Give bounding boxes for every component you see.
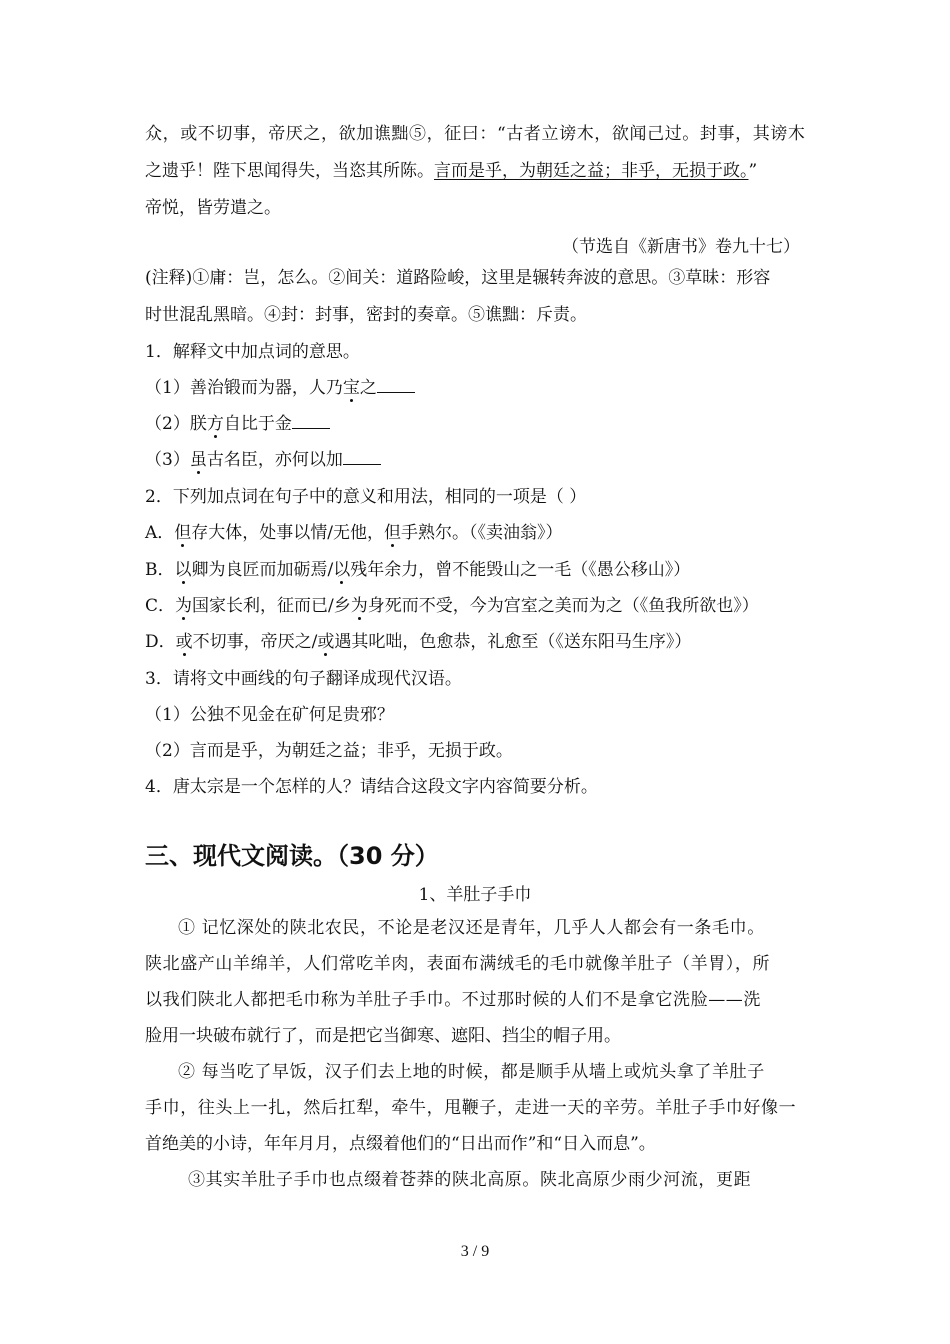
item-text: 古名臣，亦何以加 xyxy=(206,450,343,470)
question-1: 1．解释文中加点词的意思。 xyxy=(145,342,360,362)
option-d xyxy=(145,630,691,654)
question-1-item-1 xyxy=(145,376,415,400)
question-1-item-2 xyxy=(145,412,330,436)
option-a xyxy=(145,521,563,545)
dotted-word: 宝 xyxy=(342,378,360,398)
dotted-word: 以 xyxy=(333,560,351,580)
option-text: 手熟尔。（《卖油翁》） xyxy=(401,523,563,543)
question-1-item-3 xyxy=(145,448,381,472)
dotted-word: 虽 xyxy=(189,450,207,470)
option-b xyxy=(145,558,690,582)
dotted-word: 方 xyxy=(206,414,224,434)
option-text: 卿为良匠而加砺焉/ xyxy=(191,560,334,580)
option-c xyxy=(145,594,759,618)
paragraph-line: ③其实羊肚子手巾也点缀着苍莽的陕北高原。陕北高原少雨少河流，更距 xyxy=(188,1170,752,1190)
paragraph-line: ① 记忆深处的陕北农民，不论是老汉还是青年，几乎人人都会有一条毛巾。 xyxy=(178,918,765,938)
item-text: （3） xyxy=(145,450,190,470)
paragraph-line: 陕北盛产山羊绵羊，人们常吃羊肉，表面布满绒毛的毛巾就像羊肚子（羊胃），所 xyxy=(145,954,771,974)
dotted-word: 但 xyxy=(174,523,192,543)
annotation-line: (注释)①庸：岂，怎么。②间关：道路险峻，这里是辗转奔波的意思。③草昧：形容 xyxy=(145,268,771,288)
dotted-word: 为 xyxy=(350,596,368,616)
option-text: 国家长利，征而已/乡 xyxy=(192,596,351,616)
option-text: 遇其叱咄，色愈恭，礼愈至（《送东阳马生序》） xyxy=(334,632,692,652)
option-letter: A． xyxy=(145,523,175,543)
item-text: 之 xyxy=(359,378,377,398)
question-3: 3．请将文中画线的句子翻译成现代汉语。 xyxy=(145,669,462,689)
page-number: 3 / 9 xyxy=(460,1243,490,1260)
dotted-word: 或 xyxy=(317,632,335,652)
answer-blank[interactable] xyxy=(343,449,381,465)
answer-blank[interactable] xyxy=(292,413,330,429)
source-citation: （节选自《新唐书》卷九十七） xyxy=(562,237,800,257)
paragraph-line: 脸用一块破布就行了，而是把它当御寒、遮阳、挡尘的帽子用。 xyxy=(145,1026,621,1046)
underlined-sentence: 言而是乎，为朝廷之益；非乎，无损于政。 xyxy=(434,161,749,181)
option-letter: C． xyxy=(145,596,176,616)
option-text: 身死而不受，今为宫室之美而为之（《鱼我所欲也》） xyxy=(367,596,759,616)
question-4: 4．唐太宗是一个怎样的人？请结合这段文字内容简要分析。 xyxy=(145,777,598,797)
option-letter: B． xyxy=(145,560,175,580)
item-text: （2）朕 xyxy=(145,414,207,434)
section-heading: 三、现代文阅读。（30 分） xyxy=(145,842,439,870)
dotted-word: 为 xyxy=(175,596,193,616)
passage-line xyxy=(145,159,757,183)
paragraph-line: 以我们陕北人都把毛巾称为羊肚子手巾。不过那时候的人们不是拿它洗脸——洗 xyxy=(145,990,761,1010)
paragraph-line: 手巾，往头上一扎，然后扛犁，牵牛，甩鞭子，走进一天的辛劳。羊肚子手巾好像一 xyxy=(145,1098,797,1118)
dotted-word: 或 xyxy=(175,632,193,652)
question-3-item-1: （1）公独不见金在矿何足贵邪？ xyxy=(145,705,394,725)
article-title: 1、羊肚子手巾 xyxy=(418,885,532,905)
item-text: （1）善治锻而为器，人乃 xyxy=(145,378,343,398)
answer-blank[interactable] xyxy=(377,377,415,393)
question-2: 2．下列加点词在句子中的意义和用法，相同的一项是（ ） xyxy=(145,487,587,507)
passage-line: 帝悦，皆劳遣之。 xyxy=(145,198,281,218)
item-text: 自比于金 xyxy=(223,414,292,434)
paragraph-line: 首绝美的小诗，年年月月，点缀着他们的“日出而作”和“日入而息”。 xyxy=(145,1134,656,1154)
passage-text: ” xyxy=(748,161,758,181)
question-3-item-2: （2）言而是乎，为朝廷之益；非乎，无损于政。 xyxy=(145,741,513,761)
option-text: 不切事，帝厌之/ xyxy=(192,632,318,652)
option-text: 存大体，处事以情/无他， xyxy=(191,523,385,543)
dotted-word: 但 xyxy=(384,523,402,543)
option-text: 残年余力，曾不能毁山之一毛（《愚公移山》） xyxy=(350,560,691,580)
passage-line: 众，或不切事，帝厌之，欲加谯黜⑤，征曰：“古者立谤木，欲闻己过。封事，其谤木 xyxy=(145,124,806,144)
passage-text: 之遗乎！陛下思闻得失，当恣其所陈。 xyxy=(145,161,434,181)
option-letter: D． xyxy=(145,632,176,652)
dotted-word: 以 xyxy=(174,560,192,580)
paragraph-line: ② 每当吃了早饭，汉子们去上地的时候，都是顺手从墙上或炕头拿了羊肚子 xyxy=(178,1062,765,1082)
annotation-line: 时世混乱黑暗。④封：封事，密封的奏章。⑤谯黜：斥责。 xyxy=(145,305,587,325)
